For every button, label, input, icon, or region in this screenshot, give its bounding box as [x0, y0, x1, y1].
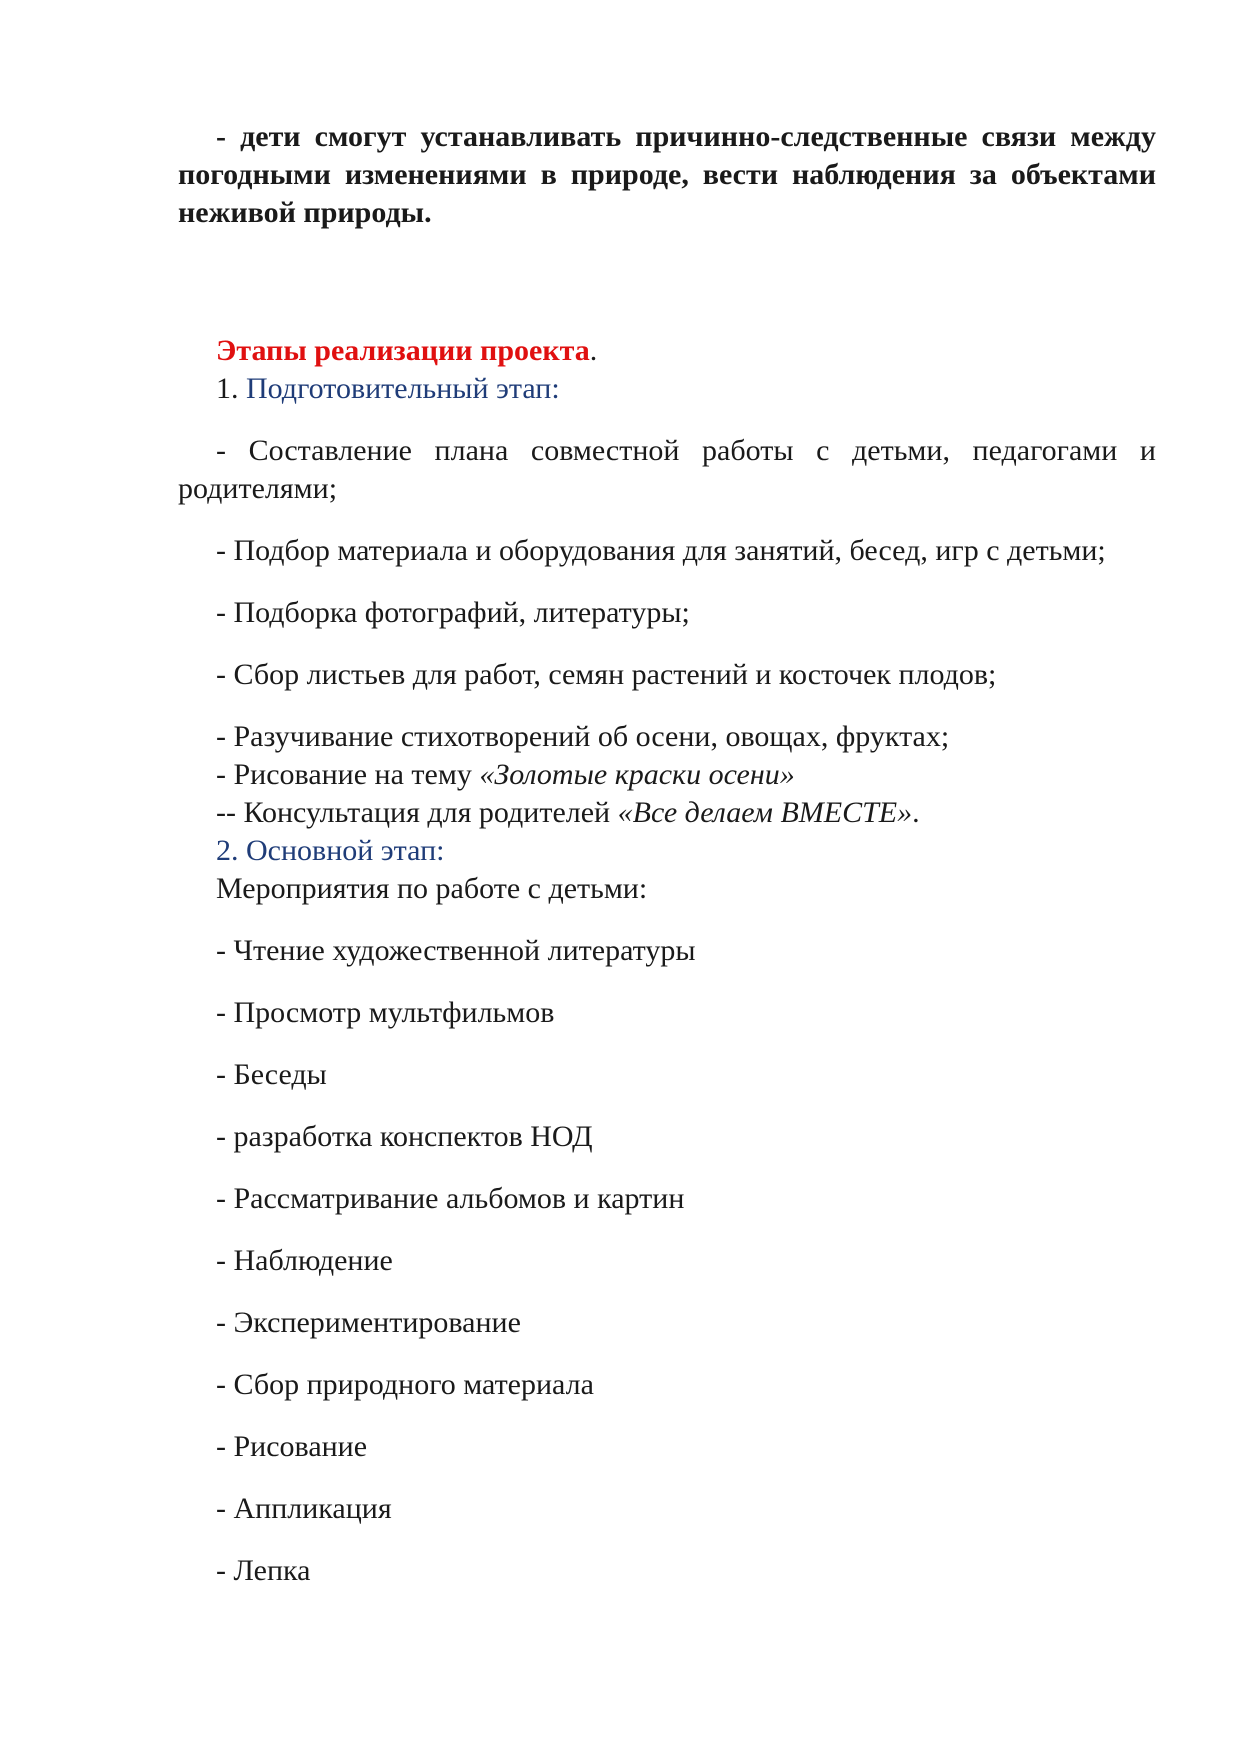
stage1-item: - Составление плана совместной работы с детьми, педагогами и родителями;	[178, 434, 1156, 505]
stage2-heading	[178, 832, 1156, 870]
section-title-period: .	[589, 334, 598, 367]
consult-title: «Все делаем ВМЕСТЕ»	[617, 796, 913, 829]
section-heading	[178, 332, 1156, 370]
stage2-item: - Рассматривание альбомов и картин	[216, 1182, 685, 1215]
spacer	[178, 232, 1156, 332]
stage2-item: - Аппликация	[216, 1492, 392, 1525]
stage2-item: - Просмотр мультфильмов	[216, 996, 555, 1029]
stage2-item: - Наблюдение	[216, 1244, 393, 1277]
stage1-drawing-item	[178, 756, 1156, 794]
consult-suffix: .	[912, 796, 920, 829]
stage2-item: - Беседы	[216, 1058, 327, 1091]
stage2-colon: :	[436, 834, 445, 867]
stage1-item: - Подбор материала и оборудования для занятий, бесед, игр с детьми;	[216, 534, 1106, 567]
stage1-item: - Подборка фотографий, литературы;	[216, 596, 690, 629]
intro-paragraph: - дети смогут устанавливать причинно-следственные связи между погодными изменениями в природе, вести наблюдения за объектами неживой природы.	[178, 120, 1156, 229]
stage1-item: - Разучивание стихотворений об осени, овощах, фруктах;	[216, 720, 950, 753]
stage1-title: Подготовительный этап	[246, 372, 552, 405]
stage2-item: - Сбор природного материала	[216, 1368, 594, 1401]
stage2-item: - Рисование	[216, 1430, 368, 1463]
section-title: Этапы реализации проекта	[216, 334, 590, 367]
stage1-heading	[178, 370, 1156, 408]
drawing-theme: «Золотые краски осени»	[479, 758, 795, 791]
stage2-item: - Чтение художественной литературы	[216, 934, 696, 967]
stage1-colon: :	[551, 372, 560, 405]
stage1-item: - Сбор листьев для работ, семян растений и косточек плодов;	[216, 658, 997, 691]
stage1-consult-item	[178, 794, 1156, 832]
document-page	[178, 118, 1156, 1590]
stage1-number: 1.	[216, 372, 246, 405]
consult-prefix: -- Консультация для родителей	[216, 796, 618, 829]
stage2-item: - Экспериментирование	[216, 1306, 521, 1339]
stage2-title: 2. Основной этап	[216, 834, 437, 867]
drawing-prefix: - Рисование на тему	[216, 758, 480, 791]
stage2-item: - Лепка	[216, 1554, 311, 1587]
stage2-subtitle: Мероприятия по работе с детьми:	[216, 872, 648, 905]
stage2-item: - разработка конспектов НОД	[216, 1120, 593, 1153]
